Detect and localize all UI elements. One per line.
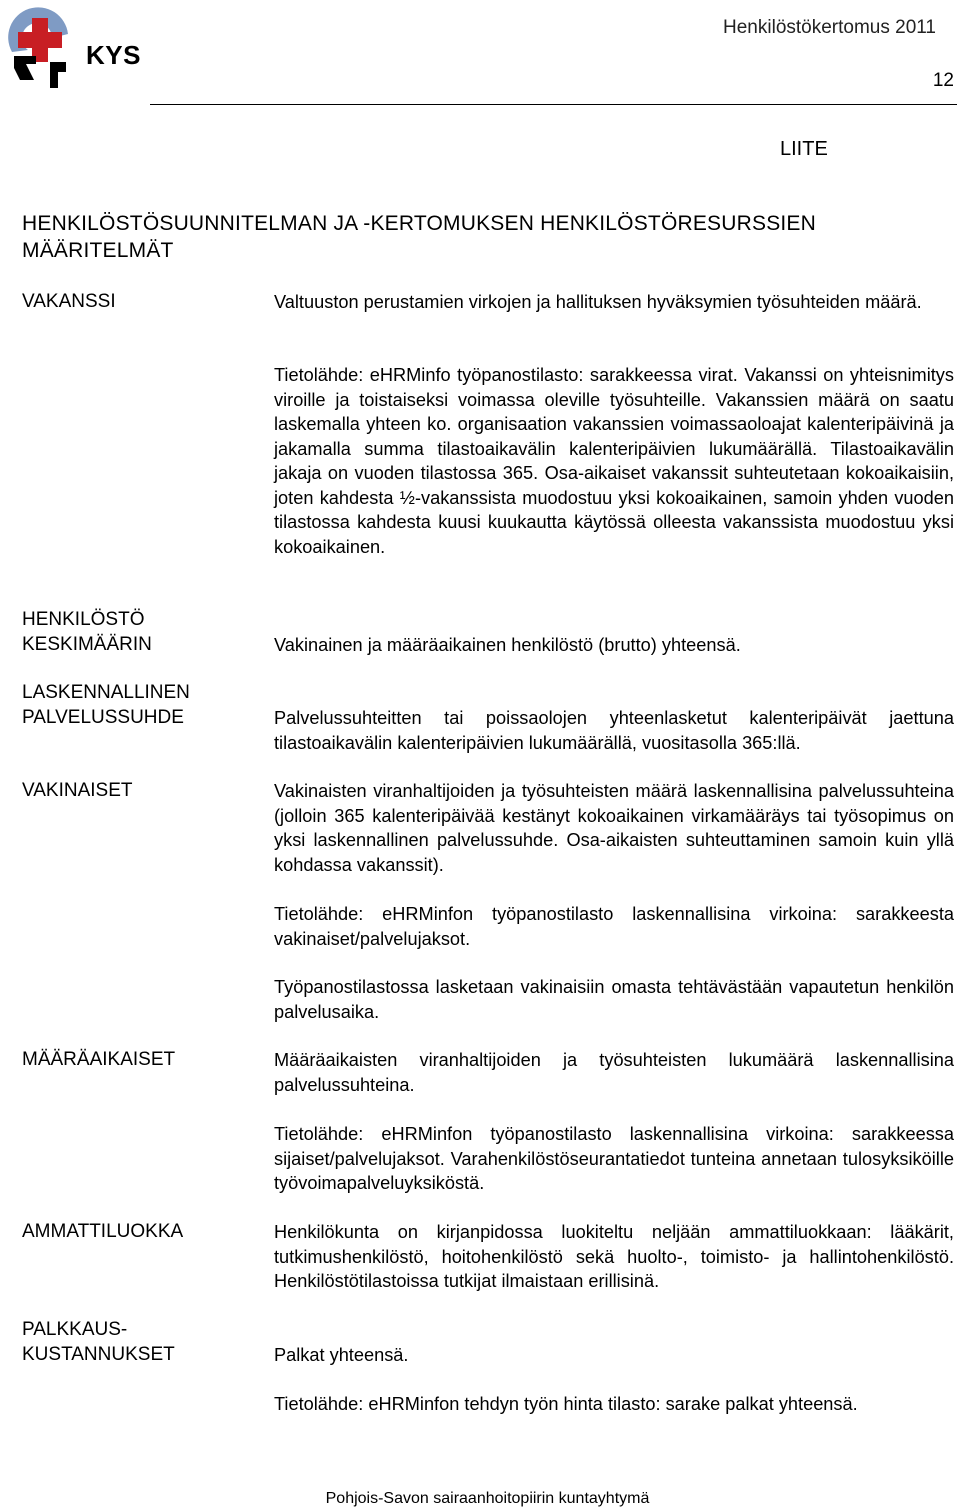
definition-maaraaikaiset-1: Määräaikaisten viranhaltijoiden ja työsuhteisten lukumäärä laskennallisina palvelussuhteina. xyxy=(274,1050,954,1095)
definition-vakanssi-1: Valtuuston perustamien virkojen ja hallituksen hyväksymien työsuhteiden määrä. xyxy=(274,292,922,312)
document-title: Henkilöstökertomus 2011 xyxy=(723,17,936,38)
term-ammattiluokka: AMMATTILUOKKA xyxy=(22,1221,184,1242)
definition-vakinaiset-1: Vakinaisten viranhaltijoiden ja työsuhteisten määrä laskennallisina palvelussuhteina (jolloin 365 kalenteripäivää kestänyt kokoaikainen virkamääräys tai työsopimus on yksi laskennallinen palvelussuhde. Osa-aikaisten suhteuttaminen samoin kuin yllä kohdassa vakanssit). xyxy=(274,781,954,875)
definition-vakanssi-2: Tietolähde: eHRMinfo työpanostilasto: sarakkeessa virat. Vakanssi on yhteisnimitys viroille ja toistaiseksi voimassa oleville työsuhteille. Vakanssien määrä on saatu laskemalla yhteen ko. organisaation vakanssien voimassaoloajat kalenteripäivinä ja jakamalla summa tilastoaikavälin kalenteripäivien lukumäärällä. Tilastoaikavälin jakaja on vuoden tilastossa 365. Osa-aikaiset vakanssit suhteutetaan kokoaikaisiin, joten kahdesta ½-vakanssista muodostuu yksi kokoaikainen, samoin yhden vuoden tilastossa kahdesta kuusi kuukautta käytössä olleesta vakanssista muodostuu yksi kokoaikainen. xyxy=(274,365,954,557)
definition-laskennallinen-palvelussuhde: Palvelussuhteitten tai poissaolojen yhteenlasketut kalenteripäivät jaettuna tilastoaikavälin kalenteripäivien lukumäärällä, vuositasolla 365:llä. xyxy=(274,708,954,753)
term-vakanssi: VAKANSSI xyxy=(22,291,116,312)
term-palkkauskustannukset: PALKKAUS-KUSTANNUKSET xyxy=(22,1319,175,1365)
definition-vakinaiset-3: Työpanostilastossa lasketaan vakinaisiin omasta tehtävästään vapautetun henkilön palvelusaika. xyxy=(274,977,954,1022)
term-henkilosto-keskimaarin: HENKILÖSTÖ KESKIMÄÄRIN xyxy=(22,609,152,655)
page-title: HENKILÖSTÖSUUNNITELMAN JA -KERTOMUKSEN HENKILÖSTÖRESURSSIEN MÄÄRITELMÄT xyxy=(22,212,817,262)
appendix-label: LIITE xyxy=(780,138,828,160)
definition-vakinaiset-2: Tietolähde: eHRMinfon työpanostilasto laskennallisina virkoina: sarakkeesta vakinaiset/palvelujaksot. xyxy=(274,904,954,949)
definition-ammattiluokka: Henkilökunta on kirjanpidossa luokiteltu neljään ammattiluokkaan: lääkärit, tutkimushenkilöstö, hoitohenkilöstö sekä huolto-, toimisto- ja hallintohenkilöstö. Henkilöstötilastoissa tutkijat ilmaistaan erillisinä. xyxy=(274,1222,954,1291)
page-number: 12 xyxy=(932,70,954,91)
term-maaraaikaiset: MÄÄRÄAIKAISET xyxy=(22,1049,176,1070)
term-laskennallinen-palvelussuhde: LASKENNALLINEN PALVELUSSUHDE xyxy=(22,682,190,728)
definition-palkkauskustannukset-2: Tietolähde: eHRMinfon tehdyn työn hinta tilasto: sarake palkat yhteensä. xyxy=(274,1394,858,1414)
definition-henkilosto-keskimaarin: Vakinainen ja määräaikainen henkilöstö (brutto) yhteensä. xyxy=(274,635,741,655)
definition-palkkauskustannukset-1: Palkat yhteensä. xyxy=(274,1345,409,1365)
definition-maaraaikaiset-2: Tietolähde: eHRMinfon työpanostilasto laskennallisina virkoina: sarakkeessa sijaiset/palvelujaksot. Varahenkilöstöseurantatiedot tunteina annetaan tulosyksiköille työvoimapalveluyksiköstä. xyxy=(274,1124,954,1193)
kys-logo xyxy=(6,0,146,92)
kys-logo-icon xyxy=(6,0,86,92)
header-divider xyxy=(150,104,957,105)
logo-text: KYS xyxy=(86,40,141,70)
term-vakinaiset: VAKINAISET xyxy=(22,780,133,801)
page-footer: Pohjois-Savon sairaanhoitopiirin kuntayhtymä xyxy=(325,1490,650,1507)
